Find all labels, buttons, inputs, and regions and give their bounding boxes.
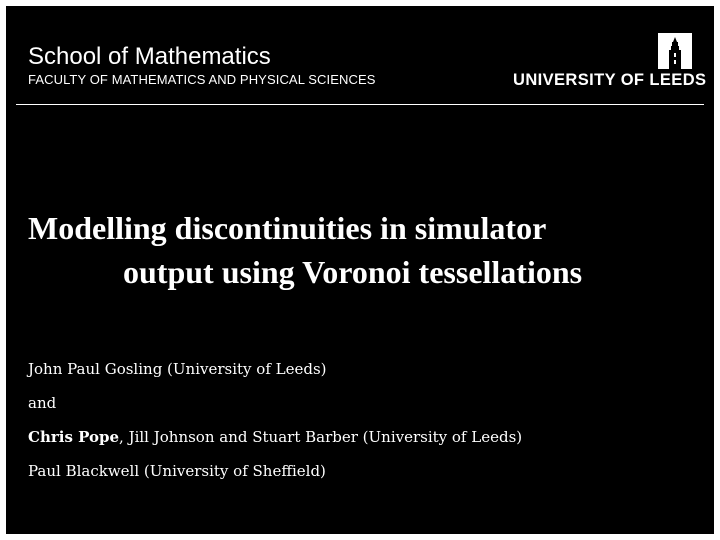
school-name: School of Mathematics bbox=[28, 43, 271, 70]
author-line-4: Paul Blackwell (University of Sheffield) bbox=[28, 462, 326, 480]
university-tower-logo-icon bbox=[658, 33, 692, 69]
slide bbox=[6, 6, 714, 534]
presenter-name: Chris Pope bbox=[28, 428, 120, 446]
author-line-1: John Paul Gosling (University of Leeds) bbox=[28, 360, 327, 378]
slide-title bbox=[28, 206, 708, 294]
university-logo-text: UNIVERSITY OF LEEDS bbox=[513, 71, 707, 89]
coauthors: , Jill Johnson and Stuart Barber (University of Leeds) bbox=[119, 428, 523, 446]
header-divider bbox=[16, 104, 704, 105]
title-line-1: Modelling discontinuities in simulator bbox=[28, 210, 547, 246]
author-list bbox=[28, 358, 522, 494]
title-line-2: output using Voronoi tessellations bbox=[123, 254, 583, 290]
author-line-2: and bbox=[28, 394, 57, 412]
faculty-name: FACULTY OF MATHEMATICS AND PHYSICAL SCIENCES bbox=[28, 72, 376, 87]
author-line-3 bbox=[28, 426, 522, 460]
